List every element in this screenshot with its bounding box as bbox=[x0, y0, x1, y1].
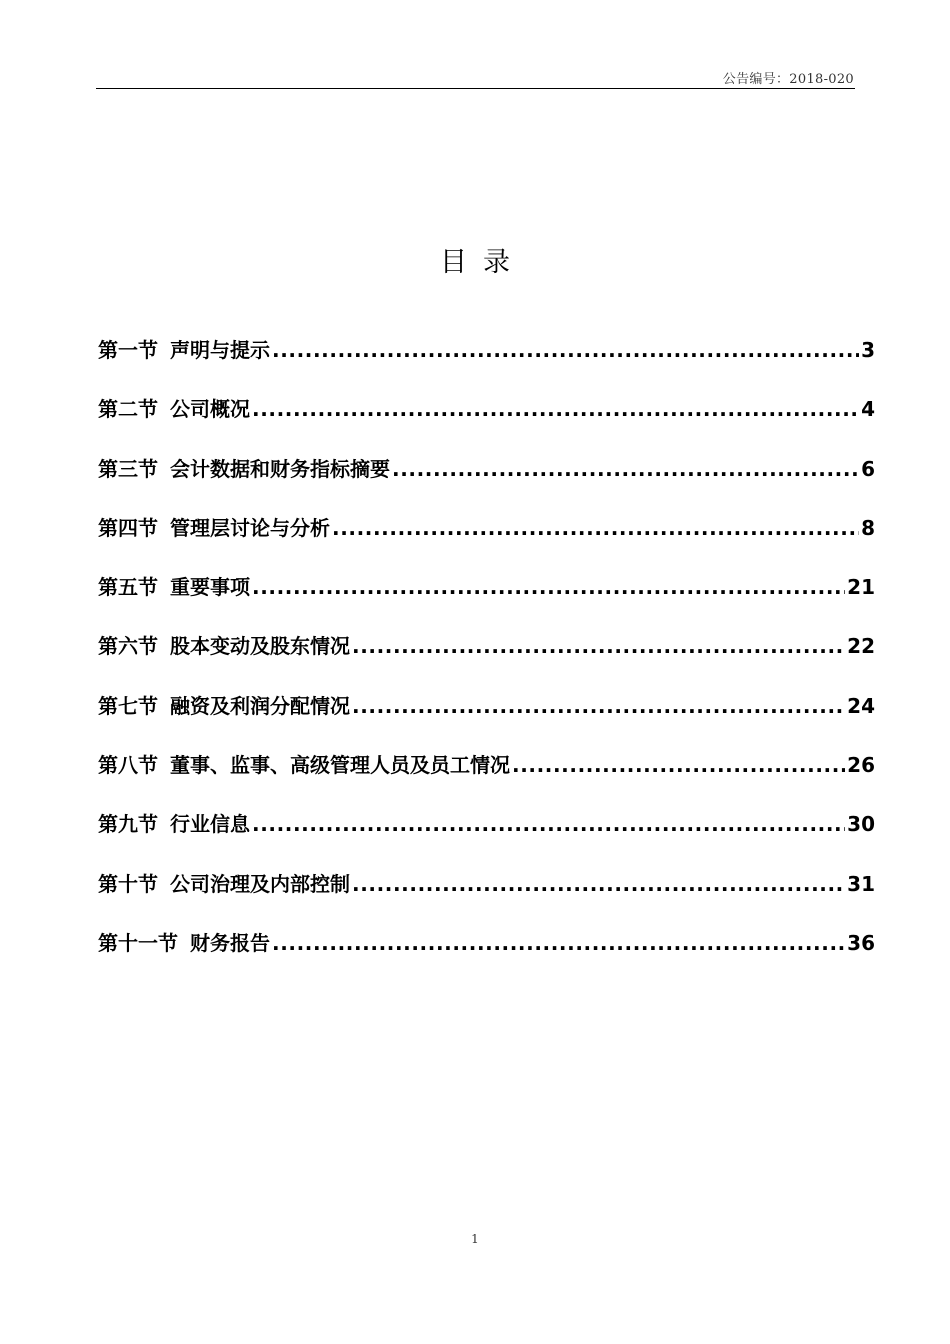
toc-dot-leader bbox=[252, 805, 845, 843]
toc-page-number: 24 bbox=[847, 693, 875, 718]
toc-entry-6[interactable] bbox=[98, 627, 875, 686]
toc-page-number: 6 bbox=[861, 456, 875, 481]
toc-dot-leader bbox=[352, 627, 845, 665]
toc-section-title: 会计数据和财务指标摘要 bbox=[170, 456, 390, 481]
toc-entry-11[interactable] bbox=[98, 924, 875, 983]
toc-section-number: 第四节 bbox=[98, 515, 158, 540]
toc-page-number: 8 bbox=[861, 515, 875, 540]
toc-entry-10[interactable] bbox=[98, 865, 875, 924]
toc-entry-1[interactable] bbox=[98, 331, 875, 390]
toc-dot-leader bbox=[332, 509, 859, 547]
toc-dot-leader bbox=[252, 568, 845, 606]
toc-page-number: 26 bbox=[847, 753, 875, 778]
toc-section-number: 第九节 bbox=[98, 812, 158, 837]
toc-page-number: 30 bbox=[847, 812, 875, 837]
toc-section-title: 行业信息 bbox=[170, 812, 250, 837]
table-of-contents bbox=[98, 331, 875, 983]
toc-section-title: 董事、监事、高级管理人员及员工情况 bbox=[170, 753, 510, 778]
toc-section-number: 第二节 bbox=[98, 397, 158, 422]
toc-section-title: 管理层讨论与分析 bbox=[170, 515, 330, 540]
toc-section-number: 第五节 bbox=[98, 575, 158, 600]
toc-section-number: 第十一节 bbox=[98, 930, 178, 955]
toc-section-number: 第一节 bbox=[98, 338, 158, 362]
toc-entry-4[interactable] bbox=[98, 509, 875, 568]
toc-entry-2[interactable] bbox=[98, 390, 875, 449]
toc-dot-leader bbox=[352, 865, 845, 903]
toc-section-title: 公司治理及内部控制 bbox=[170, 871, 350, 896]
toc-page-number: 4 bbox=[861, 397, 875, 422]
toc-page-number: 3 bbox=[861, 338, 875, 362]
toc-page-number: 21 bbox=[847, 575, 875, 600]
toc-entry-9[interactable] bbox=[98, 805, 875, 864]
toc-section-number: 第三节 bbox=[98, 456, 158, 481]
toc-dot-leader bbox=[512, 746, 845, 784]
toc-section-title: 重要事项 bbox=[170, 575, 250, 600]
toc-section-number: 第七节 bbox=[98, 693, 158, 718]
toc-section-title: 公司概况 bbox=[170, 397, 250, 422]
page-title: 目录 bbox=[440, 247, 526, 279]
toc-page-number: 31 bbox=[847, 871, 875, 896]
toc-page-number: 22 bbox=[847, 634, 875, 659]
toc-dot-leader bbox=[272, 331, 859, 369]
announcement-number: 公告编号：2018-020 bbox=[722, 72, 854, 87]
toc-entry-3[interactable] bbox=[98, 450, 875, 509]
toc-section-title: 融资及利润分配情况 bbox=[170, 693, 350, 718]
toc-dot-leader bbox=[352, 687, 845, 725]
toc-page-number: 36 bbox=[847, 930, 875, 955]
toc-dot-leader bbox=[252, 390, 859, 428]
header-divider bbox=[96, 88, 855, 89]
page-number: 1 bbox=[471, 1232, 479, 1246]
toc-dot-leader bbox=[272, 924, 845, 962]
toc-section-title: 声明与提示 bbox=[170, 338, 270, 362]
toc-entry-5[interactable] bbox=[98, 568, 875, 627]
toc-entry-8[interactable] bbox=[98, 746, 875, 805]
toc-entry-7[interactable] bbox=[98, 687, 875, 746]
toc-dot-leader bbox=[392, 450, 859, 488]
toc-section-title: 股本变动及股东情况 bbox=[170, 634, 350, 659]
toc-section-number: 第八节 bbox=[98, 753, 158, 778]
toc-section-title: 财务报告 bbox=[190, 930, 270, 955]
toc-section-number: 第十节 bbox=[98, 871, 158, 896]
toc-section-number: 第六节 bbox=[98, 634, 158, 659]
